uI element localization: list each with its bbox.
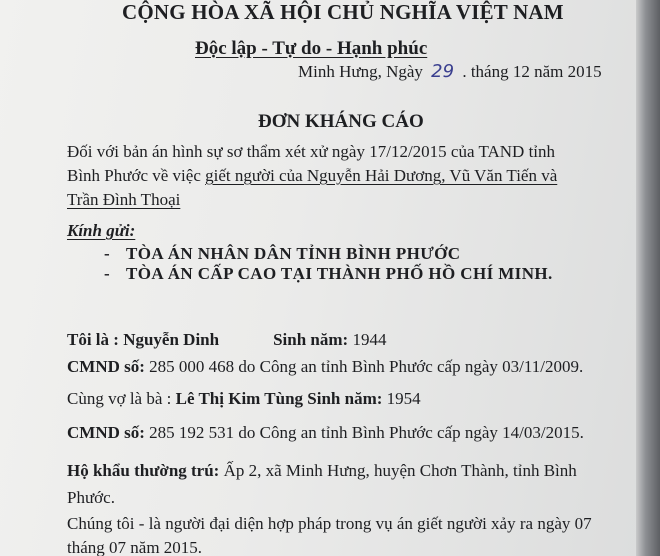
spouse-label: Cùng vợ là bà :	[67, 389, 176, 408]
date-suffix: . tháng 12 năm 2015	[462, 62, 602, 81]
document-title: ĐƠN KHÁNG CÁO	[258, 111, 424, 132]
addressee-label: Kính gửi:	[67, 221, 136, 240]
paper-edge-shadow	[636, 0, 660, 556]
residence-text: Ấp 2, xã Minh Hưng, huyện Chơn Thành, tỉnh Bình Phước.	[67, 461, 577, 507]
spouse-birth-year: 1954	[382, 389, 421, 408]
spouse-id-text: 285 192 531 do Công an tỉnh Bình Phước cấp ngày 14/03/2015.	[144, 423, 584, 442]
closing-paragraph: Chúng tôi - là người đại diện hợp pháp trong vụ án giết người xảy ra ngày 07 tháng 07 năm 2015.	[67, 514, 592, 556]
date-prefix: Minh Hưng, Ngày	[298, 62, 423, 81]
id-label: CMND số:	[67, 357, 145, 376]
birth-label: Sinh năm:	[273, 330, 349, 349]
petitioner-line	[67, 330, 386, 350]
spouse-id-line	[67, 423, 584, 443]
recipient-item	[104, 244, 460, 264]
date-day-handwritten: 29	[431, 61, 455, 82]
national-title: CỘNG HÒA XÃ HỘI CHỦ NGHĨA VIỆT NAM	[122, 0, 564, 24]
recipient-name: TÒA ÁN NHÂN DÂN TỈNH BÌNH PHƯỚC	[126, 244, 461, 263]
spouse-id-label: CMND số:	[67, 423, 145, 442]
intro-paragraph	[67, 140, 567, 212]
date-line	[298, 61, 602, 82]
spouse-line	[67, 389, 421, 409]
recipient-name: TÒA ÁN CẤP CAO TẠI THÀNH PHỐ HỒ CHÍ MINH.	[126, 264, 553, 283]
list-dash: -	[104, 264, 111, 283]
intro-underlined-text: giết người của Nguyễn Hải Dương, Vũ Văn Tiến và Trần Đình Thoại	[67, 166, 558, 209]
list-dash: -	[104, 244, 111, 263]
residence-label: Hộ khẩu thường trú:	[67, 461, 220, 480]
residence-line	[67, 457, 607, 511]
petitioner-id-line	[67, 357, 583, 377]
id-text: 285 000 468 do Công an tỉnh Bình Phước cấp ngày 03/11/2009.	[144, 357, 584, 376]
intro-text: Đối với bản án hình sự sơ thẩm xét xử ngày 17/12/2015 của TAND tỉnh Bình Phước về việc	[67, 142, 556, 185]
national-motto: Độc lập - Tự do - Hạnh phúc	[195, 38, 428, 59]
recipient-item	[104, 264, 553, 284]
petitioner-name: Tôi là : Nguyễn Dinh	[67, 330, 220, 349]
birth-year: 1944	[348, 330, 387, 349]
spouse-birth-label: Sinh năm:	[303, 389, 383, 408]
spouse-name: Lê Thị Kim Tùng	[175, 389, 304, 408]
